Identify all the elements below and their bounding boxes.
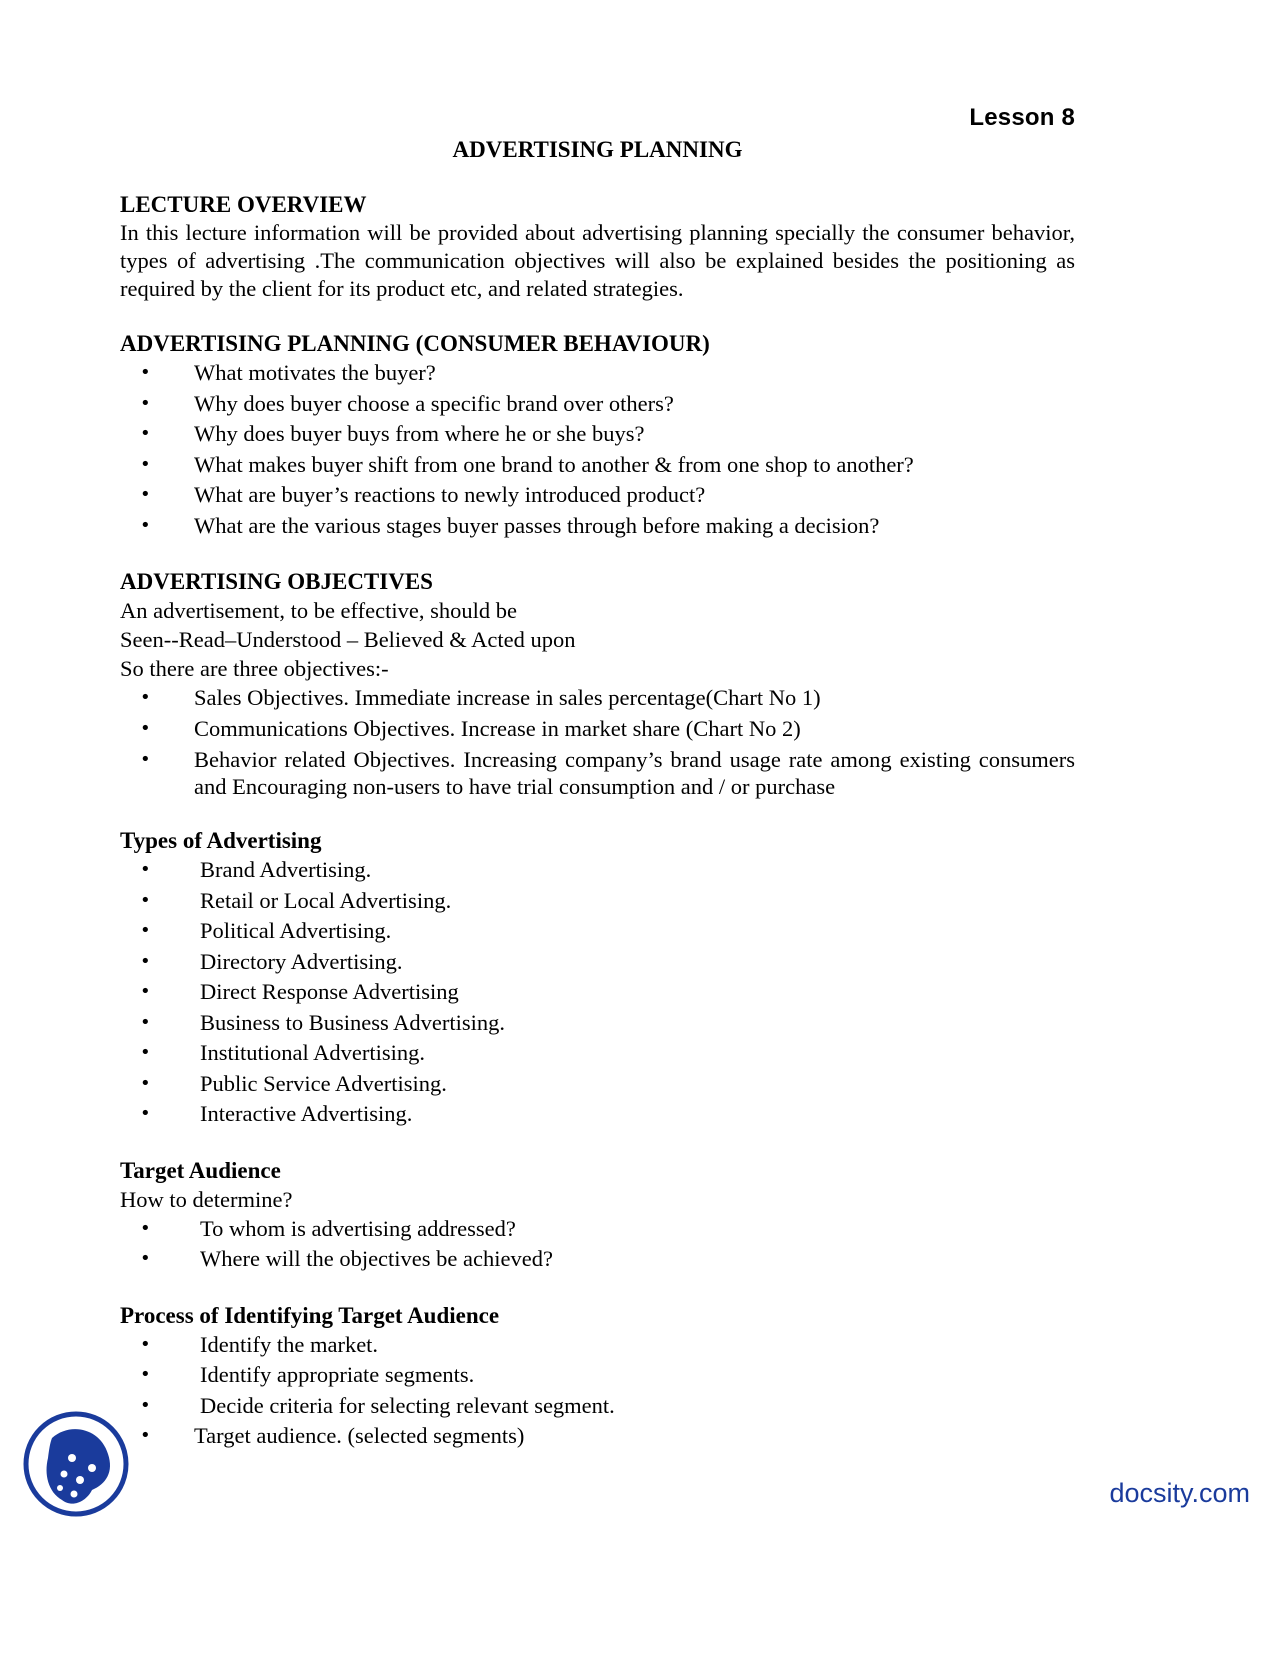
bullet-icon: • [140,920,151,941]
objectives-line-3: So there are three objectives:- [120,656,389,681]
bullet-icon: • [140,687,151,708]
list-item: • Retail or Local Advertising. [120,886,1075,917]
list-item: • What are the various stages buyer passes through before making a decision? [120,511,1075,542]
process-list [120,1330,1075,1452]
list-item: • Target audience. (selected segments) [120,1421,1075,1452]
list-item: • Decide criteria for selecting relevant segment. [120,1391,1075,1422]
list-item: • Brand Advertising. [120,855,1075,886]
list-item: • Business to Business Advertising. [120,1008,1075,1039]
target-line: How to determine? [120,1186,293,1212]
consumer-behaviour-list [120,358,1075,541]
target-section [120,1156,1075,1275]
list-item: • Direct Response Advertising [120,977,1075,1008]
docsity-logo-icon [22,1410,130,1518]
objectives-section [120,567,1075,800]
list-item: • Sales Objectives. Immediate increase in sales percentage(Chart No 1) [120,683,1075,714]
bullet-icon: • [140,1333,151,1355]
list-item: • Where will the objectives be achieved? [120,1244,1075,1275]
bullet-icon: • [140,717,151,739]
bullet-icon: • [140,1425,151,1446]
list-item: • What makes buyer shift from one brand to another & from one shop to another? [120,450,1075,481]
bullet-icon: • [140,859,151,880]
document-body [120,190,1075,1452]
bullet-icon: • [140,484,151,505]
page-title: ADVERTISING PLANNING [452,137,743,162]
list-item: • Identify the market. [120,1330,1075,1361]
list-item: • What motivates the buyer? [120,358,1075,389]
overview-section [120,190,1075,303]
bullet-icon: • [140,1072,151,1094]
bullet-icon: • [140,889,151,911]
types-list [120,855,1075,1130]
list-item: • Institutional Advertising. [120,1038,1075,1069]
bullet-icon: • [140,1011,151,1033]
bullet-icon: • [140,392,151,414]
bullet-icon: • [140,453,151,475]
list-item: • Identify appropriate segments. [120,1360,1075,1391]
types-heading: Types of Advertising [120,828,322,853]
list-item: • Interactive Advertising. [120,1099,1075,1130]
bullet-icon: • [140,1217,151,1239]
list-item: • Why does buyer choose a specific brand over others? [120,389,1075,420]
objectives-line-1: An advertisement, to be effective, should be [120,598,517,623]
types-section [120,826,1075,1130]
bullet-icon: • [140,514,151,536]
process-section [120,1301,1075,1452]
bullet-icon: • [140,1394,151,1416]
process-heading: Process of Identifying Target Audience [120,1302,500,1328]
consumer-behaviour-heading: ADVERTISING PLANNING (CONSUMER BEHAVIOUR) [120,331,710,356]
lesson-number: Lesson 8 [969,104,1075,131]
bullet-icon: • [140,950,151,972]
list-item: • What are buyer’s reactions to newly introduced product? [120,480,1075,511]
docsity-link[interactable]: docsity.com [1109,1478,1250,1508]
objectives-heading: ADVERTISING OBJECTIVES [120,569,433,594]
list-item: • Directory Advertising. [120,947,1075,978]
bullet-icon: • [140,1042,151,1063]
bullet-icon: • [140,362,151,383]
list-item: • Communications Objectives. Increase in market share (Chart No 2) [120,714,1075,745]
bullet-icon: • [140,1248,151,1269]
list-item: • Why does buyer buys from where he or she buys? [120,419,1075,450]
bullet-icon: • [140,981,151,1002]
target-list [120,1214,1075,1275]
overview-text: In this lecture information will be provided about advertising planning specially the consumer behavior, types of advertising .The communication objectives will also be explained besides the positioning as required by the client for its product etc, and related strategies. [120,220,1075,301]
list-item: • Public Service Advertising. [120,1069,1075,1100]
objectives-line-2: Seen--Read–Understood – Believed & Acted upon [120,627,576,652]
consumer-behaviour-section [120,329,1075,541]
list-item: • Political Advertising. [120,916,1075,947]
bullet-icon: • [140,1364,151,1385]
bullet-icon: • [140,749,151,770]
list-item: • To whom is advertising addressed? [120,1214,1075,1245]
bullet-icon: • [140,423,151,444]
bullet-icon: • [140,1103,151,1124]
target-heading: Target Audience [120,1157,281,1183]
overview-heading: LECTURE OVERVIEW [120,192,367,217]
list-item: • Behavior related Objectives. Increasing company’s brand usage rate among existing consumers and Encouraging non-users to have trial consumption and / or purchase [140,747,1075,799]
objectives-list [120,683,1075,800]
